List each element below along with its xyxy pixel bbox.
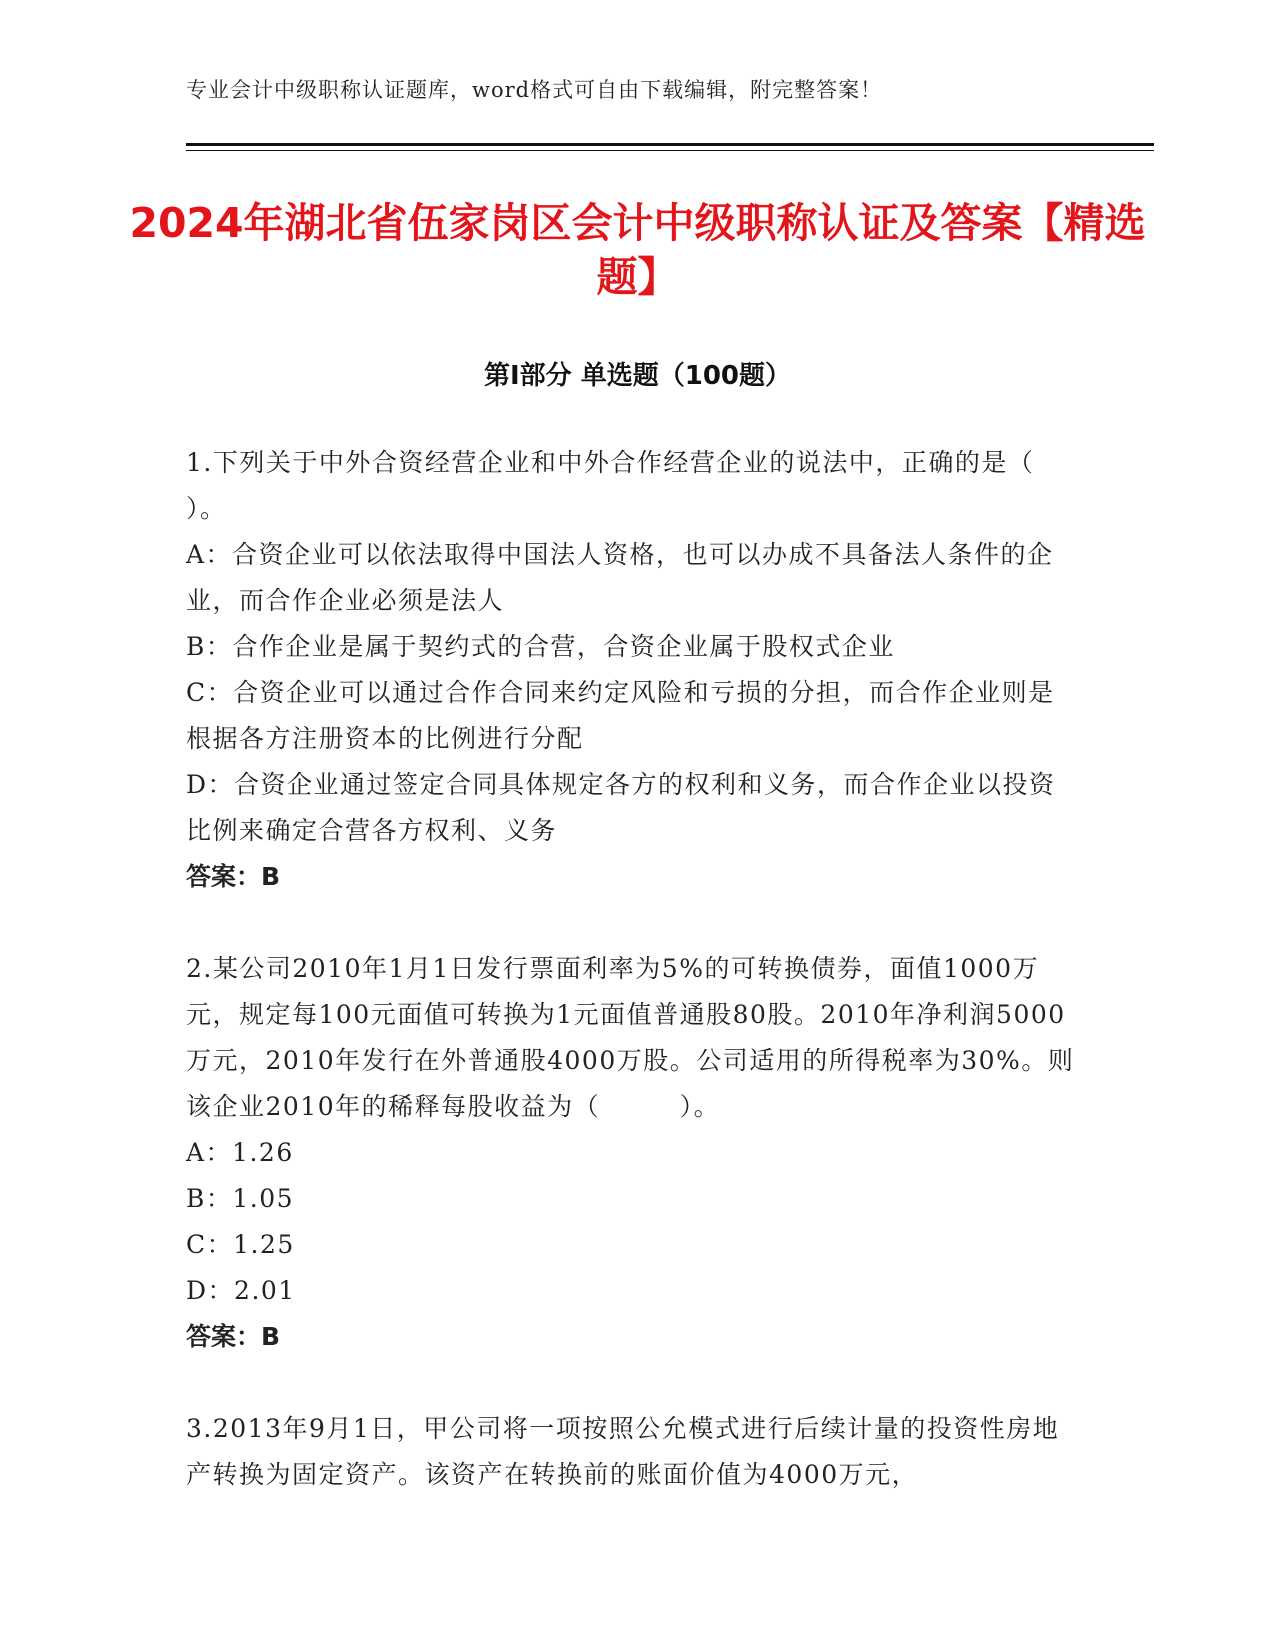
header-rule-thin — [186, 150, 1154, 151]
option-a: A：合资企业可以依法取得中国法人资格，也可以办成不具备法人条件的企业，而合作企业必须是法人 — [186, 540, 1054, 615]
question-stem: 1.下列关于中外合资经营企业和中外合作经营企业的说法中，正确的是（ ）。 — [186, 448, 1035, 523]
section-heading: 第Ⅰ部分 单选题（100题） — [484, 361, 791, 391]
question-stem: 2.某公司2010年1月1日发行票面利率为5%的可转换债券，面值1000万元，规定每100元面值可转换为1元面值普通股80股。2010年净利润5000万元，2010年发行在外普通股4000万股。公司适用的所得税率为30%。则该企业2010年的稀释每股收益为（ ）。 — [186, 954, 1075, 1121]
option-c: C：1.25 — [186, 1230, 295, 1259]
question-3 — [186, 1406, 1081, 1498]
option-c: C：合资企业可以通过合作合同来约定风险和亏损的分担，而合作企业则是根据各方注册资本的比例进行分配 — [186, 678, 1055, 753]
option-a: A：1.26 — [186, 1138, 294, 1167]
option-b: B：合作企业是属于契约式的合营，合资企业属于股权式企业 — [186, 632, 895, 661]
question-stem: 3.2013年9月1日，甲公司将一项按照公允模式进行后续计量的投资性房地产转换为固定资产。该资产在转换前的账面价值为4000万元， — [186, 1414, 1060, 1489]
option-d: D：合资企业通过签定合同具体规定各方的权利和义务，而合作企业以投资比例来确定合营各方权利、义务 — [186, 770, 1056, 845]
question-spacer — [186, 900, 1081, 946]
question-2 — [186, 946, 1081, 1360]
question-spacer — [186, 1360, 1081, 1406]
document-title: 2024年湖北省伍家岗区会计中级职称认证及答案【精选题】 — [129, 199, 1146, 301]
header-rule-thick — [186, 143, 1154, 146]
option-d: D：2.01 — [186, 1276, 296, 1305]
question-1 — [186, 440, 1081, 900]
answer: 答案：B — [186, 862, 281, 891]
option-b: B：1.05 — [186, 1184, 295, 1213]
answer: 答案：B — [186, 1322, 281, 1351]
header-note: 专业会计中级职称认证题库，word格式可自由下载编辑，附完整答案！ — [186, 78, 883, 102]
question-list — [186, 440, 1081, 1498]
